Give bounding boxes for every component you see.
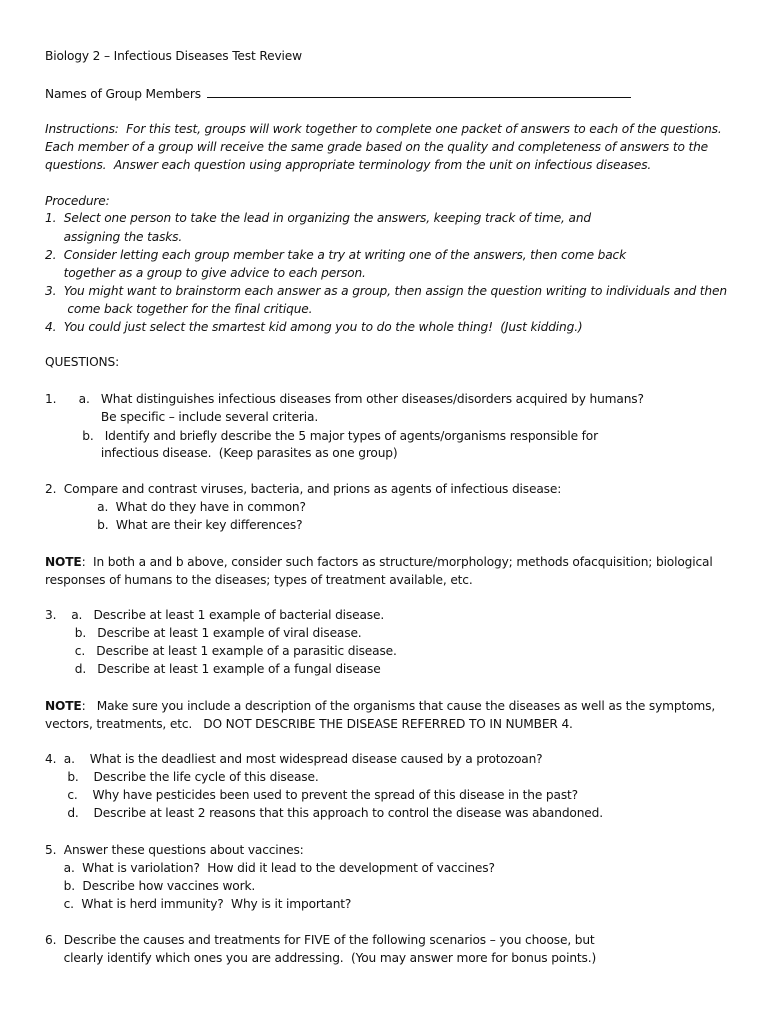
page-title: Biology 2 – Infectious Diseases Test Review [45,49,302,63]
question-2-line: a. What do they have in common? [45,500,306,514]
question-4-line: b. Describe the life cycle of this disease. [45,770,319,784]
note-1 [45,555,713,569]
procedure-line: 1. Select one person to take the lead in organizing the answers, keeping track of time, and [45,211,591,225]
note-2-label: NOTE [45,699,82,713]
procedure-line: 2. Consider letting each group member take a try at writing one of the answers, then come back [45,248,627,262]
question-4-line: 4. a. What is the deadliest and most widespread disease caused by a protozoan? [45,752,543,766]
question-6-line: clearly identify which ones you are addressing. (You may answer more for bonus points.) [45,951,597,965]
procedure-heading: Procedure: [45,194,110,208]
procedure-line: come back together for the final critique. [45,302,313,316]
question-3-line: c. Describe at least 1 example of a parasitic disease. [45,644,397,658]
question-5-line: c. What is herd immunity? Why is it important? [45,897,352,911]
question-4-line: c. Why have pesticides been used to prevent the spread of this disease in the past? [45,788,578,802]
names-line [45,86,631,101]
note-1-text: : In both a and b above, consider such factors as structure/morphology; methods ofacquisition; biological [81,555,713,569]
question-6-line: 6. Describe the causes and treatments for FIVE of the following scenarios – you choose, but [45,933,595,947]
question-5-line: a. What is variolation? How did it lead to the development of vaccines? [45,861,495,875]
question-5-line: b. Describe how vaccines work. [45,879,256,893]
instructions-line: Instructions: For this test, groups will work together to complete one packet of answers to each of the questions. [45,122,722,136]
procedure-line: 4. You could just select the smartest kid among you to do the whole thing! (Just kidding.) [45,320,583,334]
note-2 [45,699,715,713]
question-2-line: b. What are their key differences? [45,518,303,532]
note-1-line: responses of humans to the diseases; types of treatment available, etc. [45,573,473,587]
question-3-line: b. Describe at least 1 example of viral disease. [45,626,362,640]
question-1-line: b. Identify and briefly describe the 5 major types of agents/organisms responsible for [45,429,598,443]
question-3-line: d. Describe at least 1 example of a fungal disease [45,662,381,676]
question-5-line: 5. Answer these questions about vaccines: [45,843,304,857]
questions-heading: QUESTIONS: [45,355,120,369]
procedure-line: assigning the tasks. [45,230,183,244]
note-1-label: NOTE [45,555,82,569]
question-2-line: 2. Compare and contrast viruses, bacteria, and prions as agents of infectious disease: [45,482,562,496]
question-3-line: 3. a. Describe at least 1 example of bacterial disease. [45,608,385,622]
instructions-line: Each member of a group will receive the same grade based on the quality and completeness of answers to the [45,140,709,154]
names-blank[interactable] [207,86,631,98]
question-1-line: 1. a. What distinguishes infectious diseases from other diseases/disorders acquired by humans? [45,392,644,406]
names-label: Names of Group Members [45,87,201,101]
question-1-line: infectious disease. (Keep parasites as one group) [45,446,398,460]
procedure-line: 3. You might want to brainstorm each answer as a group, then assign the question writing to individuals and then [45,284,727,298]
note-2-text: : Make sure you include a description of the organisms that cause the diseases as well as the symptoms, [81,699,716,713]
procedure-line: together as a group to give advice to each person. [45,266,366,280]
note-2-line: vectors, treatments, etc. DO NOT DESCRIBE THE DISEASE REFERRED TO IN NUMBER 4. [45,717,573,731]
instructions-line: questions. Answer each question using appropriate terminology from the unit on infectious diseases. [45,158,652,172]
question-4-line: d. Describe at least 2 reasons that this approach to control the disease was abandoned. [45,806,603,820]
question-1-line: Be specific – include several criteria. [45,410,319,424]
